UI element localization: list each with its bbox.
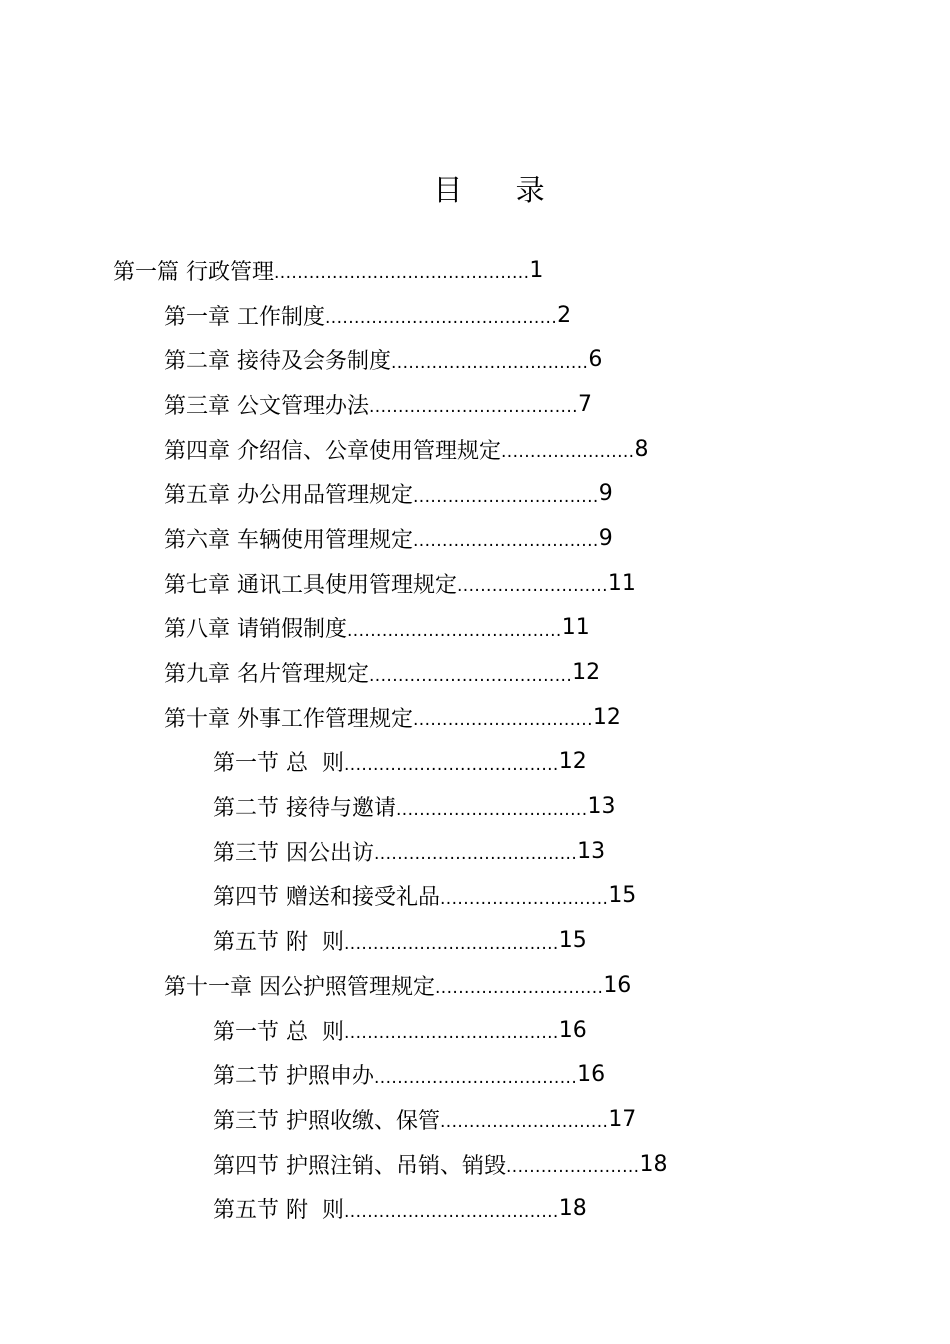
toc-entry[interactable] — [0, 293, 950, 338]
toc-entry[interactable] — [0, 1142, 950, 1187]
toc-entry-label: 第五节 附 则 — [213, 930, 344, 956]
toc-page-number: 16 — [603, 972, 632, 998]
toc-dot-leader: ................................ — [413, 486, 599, 507]
toc-entry-label: 第六章 车辆使用管理规定 — [164, 527, 413, 553]
toc-entry[interactable] — [0, 874, 950, 919]
toc-page-number: 11 — [561, 615, 590, 641]
toc-entry[interactable] — [0, 829, 950, 874]
toc-page-number: 12 — [572, 660, 601, 686]
toc-page-number: 18 — [639, 1151, 668, 1177]
toc-dot-leader: ............................. — [440, 888, 609, 909]
toc-entry-label: 第三章 公文管理办法 — [164, 393, 369, 419]
toc-entry-label: 第四节 护照注销、吊销、销毁 — [213, 1153, 506, 1179]
toc-page-number: 15 — [558, 928, 587, 954]
toc-page-number: 15 — [608, 883, 637, 909]
page-title: 目 录 — [433, 173, 545, 207]
toc-entry-label: 第九章 名片管理规定 — [164, 662, 369, 688]
toc-dot-leader: ..................................... — [343, 754, 559, 775]
toc-dot-leader: .................................. — [391, 352, 589, 373]
toc-dot-leader: ................................... — [374, 1067, 578, 1088]
toc-entry-label: 第一节 总 则 — [213, 751, 344, 777]
toc-entry[interactable] — [0, 516, 950, 561]
toc-dot-leader: ............................................ — [274, 263, 530, 284]
toc-dot-leader: ....................... — [506, 1157, 640, 1178]
toc-entry-label: 第十一章 因公护照管理规定 — [164, 974, 435, 1000]
toc-entry-label: 第四章 介绍信、公章使用管理规定 — [164, 438, 501, 464]
toc-entry-label: 第五节 附 则 — [213, 1198, 344, 1224]
toc-dot-leader: ............................... — [413, 710, 593, 731]
toc-page-number: 18 — [558, 1196, 587, 1222]
toc-page-number: 1 — [529, 257, 544, 283]
toc-entry[interactable] — [0, 1186, 950, 1231]
toc-page-number: 2 — [557, 302, 572, 328]
toc-dot-leader: ..................................... — [347, 620, 562, 641]
toc-page-number: 11 — [607, 570, 636, 596]
toc-entry-label: 第一节 总 则 — [213, 1019, 344, 1045]
toc-page-number: 17 — [608, 1106, 637, 1132]
toc-dot-leader: ................................... — [369, 665, 573, 686]
toc-entry[interactable] — [0, 1008, 950, 1053]
toc-dot-leader: ................................... — [374, 844, 578, 865]
toc-dot-leader: .......................... — [457, 576, 608, 597]
toc-entry[interactable] — [0, 740, 950, 785]
toc-entry[interactable] — [0, 963, 950, 1008]
toc-dot-leader: ............................. — [435, 978, 604, 999]
toc-entry-label: 第十章 外事工作管理规定 — [164, 706, 413, 732]
toc-page-number: 13 — [587, 794, 616, 820]
toc-page-number: 16 — [558, 1017, 587, 1043]
toc-entry[interactable] — [0, 561, 950, 606]
toc-entry[interactable] — [0, 606, 950, 651]
toc-dot-leader: .................................... — [369, 397, 578, 418]
toc-entry-label: 第四节 赠送和接受礼品 — [213, 885, 440, 911]
toc-page-number: 16 — [577, 1062, 606, 1088]
toc-entry-label: 第三节 护照收缴、保管 — [213, 1108, 440, 1134]
toc-entry[interactable] — [0, 337, 950, 382]
toc-dot-leader: ....................... — [501, 442, 635, 463]
toc-entry[interactable] — [0, 784, 950, 829]
toc-entry[interactable] — [0, 427, 950, 472]
toc-entry-label: 第二章 接待及会务制度 — [164, 349, 391, 375]
toc-page-number: 13 — [577, 838, 606, 864]
toc-entry[interactable] — [0, 1097, 950, 1142]
toc-entry[interactable] — [0, 695, 950, 740]
toc-dot-leader: ..................................... — [343, 933, 559, 954]
toc-entry-label: 第五章 办公用品管理规定 — [164, 483, 413, 509]
toc-entry[interactable] — [0, 918, 950, 963]
toc-entry[interactable] — [0, 1052, 950, 1097]
toc-entry-label: 第三节 因公出访 — [213, 840, 374, 866]
toc-entry-label: 第七章 通讯工具使用管理规定 — [164, 572, 457, 598]
toc-page-number: 12 — [558, 749, 587, 775]
toc-dot-leader: ............................. — [440, 1112, 609, 1133]
toc-entry[interactable] — [0, 382, 950, 427]
table-of-contents — [0, 248, 950, 1231]
toc-page-number: 6 — [588, 347, 603, 373]
toc-dot-leader: ..................................... — [343, 1201, 559, 1222]
toc-page-number: 9 — [598, 525, 613, 551]
toc-entry-label: 第八章 请销假制度 — [164, 617, 347, 643]
toc-page-number: 9 — [598, 481, 613, 507]
toc-page-number: 8 — [634, 436, 649, 462]
toc-entry-label: 第二节 护照申办 — [213, 1064, 374, 1090]
toc-entry-label: 第二节 接待与邀请 — [213, 796, 396, 822]
toc-entry-label: 第一篇 行政管理 — [113, 259, 274, 285]
toc-dot-leader: ................................ — [413, 531, 599, 552]
toc-entry-label: 第一章 工作制度 — [164, 304, 325, 330]
toc-dot-leader: ........................................ — [325, 308, 558, 329]
toc-entry[interactable] — [0, 650, 950, 695]
toc-page-number: 12 — [592, 704, 621, 730]
toc-page-number: 7 — [577, 391, 592, 417]
toc-entry[interactable] — [0, 248, 950, 293]
toc-entry[interactable] — [0, 471, 950, 516]
toc-dot-leader: ..................................... — [343, 1023, 559, 1044]
toc-dot-leader: ................................. — [396, 799, 588, 820]
